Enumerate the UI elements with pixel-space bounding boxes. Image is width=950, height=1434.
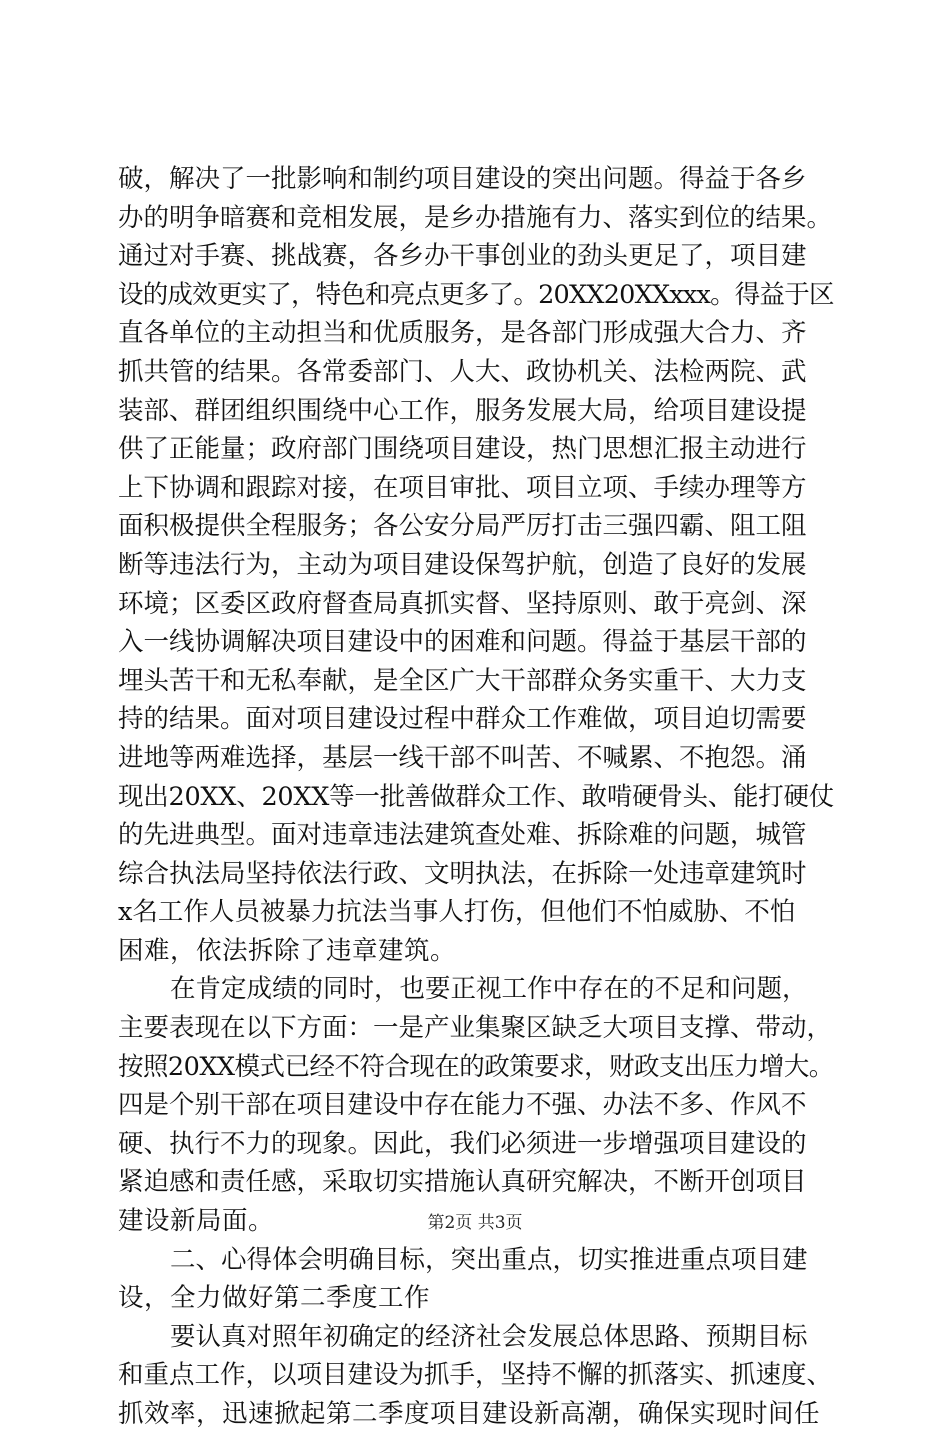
text-line: 破，解决了一批影响和制约项目建设的突出问题。得益于各乡 <box>118 164 807 194</box>
text-line: 供了正能量；政府部门围绕项目建设，热门思想汇报主动进行 <box>118 434 807 465</box>
text-line: 面积极提供全程服务；各公安分局严厉打击三强四霸、阻工阻 <box>118 511 807 542</box>
text-line: 断等违法行为，主动为项目建设保驾护航，创造了良好的发展 <box>118 549 807 580</box>
text-line: 二、心得体会明确目标，突出重点，切实推进重点项目建 <box>170 1244 808 1275</box>
text-line: 设，全力做好第二季度工作 <box>118 1283 431 1314</box>
text-line: 在肯定成绩的同时，也要正视工作中存在的不足和问题， <box>170 974 808 1005</box>
text-line: 抓效率，迅速掀起第二季度项目建设新高潮，确保实现时间任 <box>118 1399 821 1429</box>
text-line: 通过对手赛、挑战赛，各乡办干事创业的劲头更足了，项目建 <box>118 241 807 272</box>
text-line: 办的明争暗赛和竞相发展，是乡办措施有力、落实到位的结果。 <box>118 202 833 233</box>
text-line: 埋头苦干和无私奉献，是全区广大干部群众务实重干、大力支 <box>118 665 807 696</box>
text-line: 抓共管的结果。各常委部门、人大、政协机关、法检两院、武 <box>118 356 807 387</box>
text-line: 四是个别干部在项目建设中存在能力不强、办法不多、作风不 <box>118 1090 807 1121</box>
text-line: x名工作人员被暴力抗法当事人打伤，但他们不怕威胁、不怕 <box>118 897 796 928</box>
text-line: 持的结果。面对项目建设过程中群众工作难做，项目迫切需要 <box>118 704 807 735</box>
text-line: 设的成效更实了，特色和亮点更多了。20XX20XXxxx。得益于区 <box>118 279 834 310</box>
text-line: 综合执法局坚持依法行政、文明执法，在拆除一处违章建筑时 <box>118 858 807 889</box>
text-line: 主要表现在以下方面：一是产业集聚区缺乏大项目支撑、带动， <box>118 1013 833 1044</box>
text-line: 硬、执行不力的现象。因此，我们必须进一步增强项目建设的 <box>118 1128 807 1159</box>
text-line: 和重点工作，以项目建设为抓手，坚持不懈的抓落实、抓速度、 <box>118 1360 833 1391</box>
page-footer: 第2页 共3页 <box>427 1213 523 1233</box>
text-line: 装部、群团组织围绕中心工作，服务发展大局，给项目建设提 <box>118 395 807 426</box>
text-line: 直各单位的主动担当和优质服务，是各部门形成强大合力、齐 <box>118 318 807 349</box>
text-line: 要认真对照年初确定的经济社会发展总体思路、预期目标 <box>170 1321 808 1352</box>
text-line: 环境；区委区政府督查局真抓实督、坚持原则、敢于亮剑、深 <box>118 588 807 619</box>
text-line: 入一线协调解决项目建设中的困难和问题。得益于基层干部的 <box>118 627 807 658</box>
document-body <box>118 160 834 1434</box>
text-line: 建设新局面。 <box>118 1206 275 1237</box>
text-line: 进地等两难选择，基层一线干部不叫苦、不喊累、不抱怨。涌 <box>118 742 807 773</box>
text-line: 困难，依法拆除了违章建筑。 <box>118 935 457 966</box>
text-line: 现出20XX、20XX等一批善做群众工作、敢啃硬骨头、能打硬仗 <box>118 781 835 812</box>
text-line: 紧迫感和责任感，采取切实措施认真研究解决，不断开创项目 <box>118 1167 807 1198</box>
text-line: 的先进典型。面对违章违法建筑查处难、拆除难的问题，城管 <box>118 820 807 851</box>
text-line: 按照20XX模式已经不符合现在的政策要求，财政支出压力增大。 <box>118 1051 834 1082</box>
text-line: 上下协调和跟踪对接，在项目审批、项目立项、手续办理等方 <box>118 472 807 503</box>
